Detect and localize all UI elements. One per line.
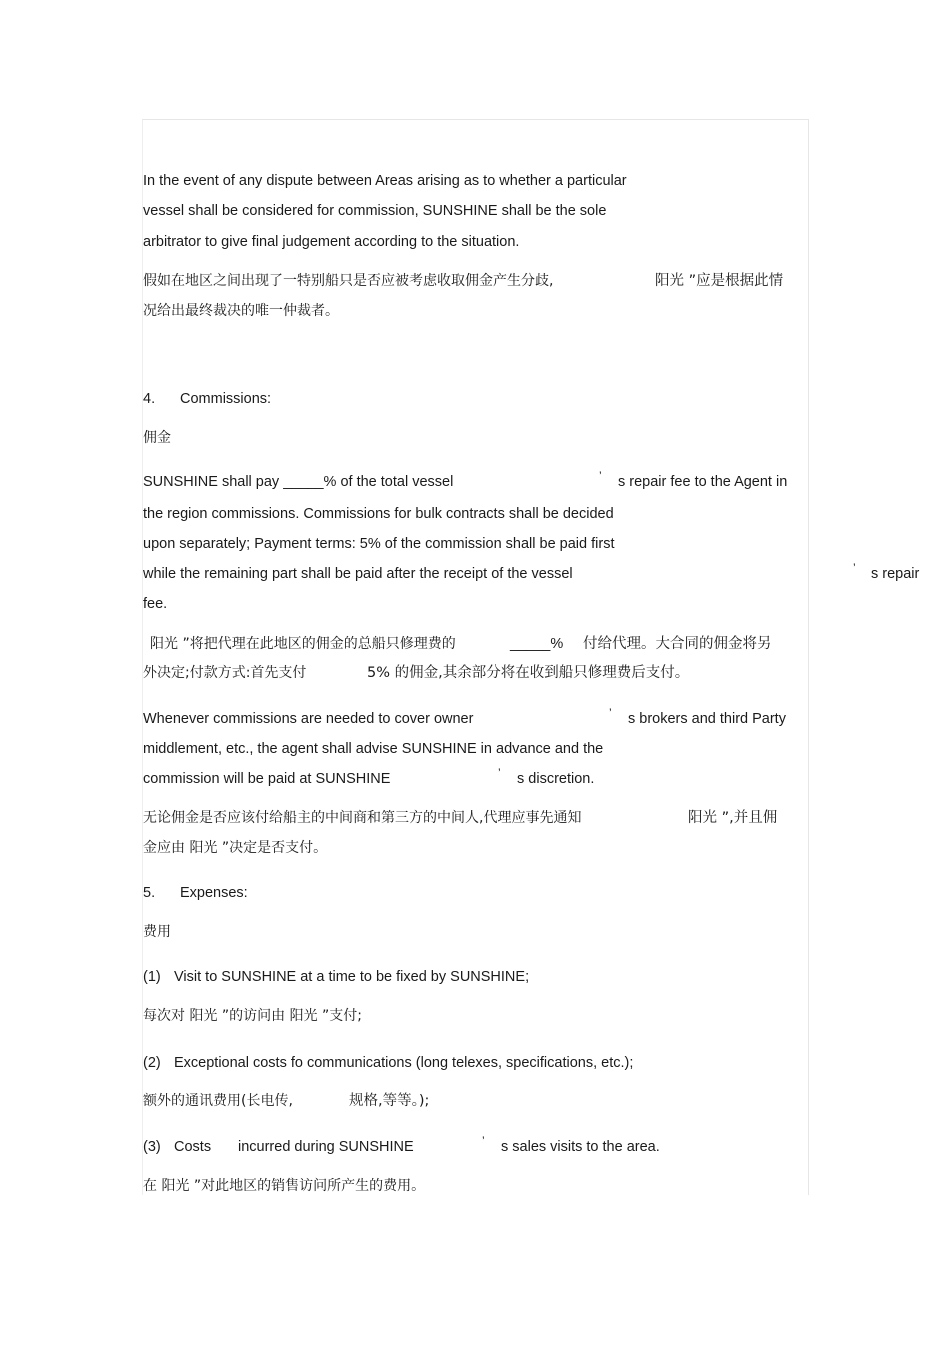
commission-apostrophe-2: ’ <box>853 561 856 575</box>
commission-en-line-5: fee. <box>143 596 168 612</box>
expense-item-2-text: Exceptional costs fo communications (long telexes, specifications, etc.); <box>174 1055 634 1071</box>
brokers-en-line-3a: commission will be paid at SUNSHINE <box>143 771 391 787</box>
expense-item-1-zh: 每次对 阳光 ”的访问由 阳光 ”支付; <box>143 1008 363 1024</box>
commission-zh-line-1c: 付给代理。大合同的佣金将另 <box>583 636 772 652</box>
brokers-en-line-1a: Whenever commissions are needed to cover owner <box>143 711 474 727</box>
dispute-zh-line-1a: 假如在地区之间出现了一特别船只是否应被考虑收取佣金产生分歧, <box>143 273 554 289</box>
commission-en-line-4a: while the remaining part shall be paid after the receipt of the vessel <box>143 566 573 582</box>
commission-zh-line-2a: 外决定;付款方式:首先支付 <box>143 665 307 681</box>
dispute-zh-line-1b: 阳光 ”应是根据此情 <box>655 273 784 289</box>
commission-zh-line-2b: 5% 的佣金,其余部分将在收到船只修理费后支付。 <box>367 665 690 681</box>
brokers-apostrophe-1: ’ <box>609 706 612 720</box>
brokers-en-line-2: middlement, etc., the agent shall advise SUNSHINE in advance and the <box>143 741 604 757</box>
dispute-en-line-2: vessel shall be considered for commission, SUNSHINE shall be the sole <box>143 203 607 219</box>
section4-title-zh: 佣金 <box>143 430 171 446</box>
expense-item-3-text-b: incurred during SUNSHINE <box>238 1139 414 1155</box>
expense-item-2-zh-a: 额外的通讯费用(长电传, <box>143 1093 293 1109</box>
commission-en-line-1b: s repair fee to the Agent in <box>618 474 788 490</box>
expense-item-3-text-a: Costs <box>174 1139 212 1155</box>
section4-number: 4. <box>143 391 156 407</box>
commission-en-line-4b: s repair <box>871 566 920 582</box>
brokers-en-line-3b: s discretion. <box>517 771 595 787</box>
expense-item-1-text: Visit to SUNSHINE at a time to be fixed by SUNSHINE; <box>174 969 530 985</box>
brokers-zh-line-1a: 无论佣金是否应该付给船主的中间商和第三方的中间人,代理应事先通知 <box>143 810 582 826</box>
expense-item-3-zh: 在 阳光 ”对此地区的销售访问所产生的费用。 <box>143 1178 426 1194</box>
commission-en-line-1a: SUNSHINE shall pay _____% of the total vessel <box>143 474 454 490</box>
section5-title: Expenses: <box>180 885 248 901</box>
brokers-zh-line-1b: 阳光 ”,并且佣 <box>688 810 778 826</box>
expense-item-3-number: (3) <box>143 1139 161 1155</box>
dispute-en-line-3: arbitrator to give final judgement according to the situation. <box>143 234 520 250</box>
section4-title: Commissions: <box>180 391 272 407</box>
commission-zh-line-1a: 阳光 ”将把代理在此地区的佣金的总船只修理费的 <box>150 636 456 652</box>
commission-en-line-2: the region commissions. Commissions for bulk contracts shall be decided <box>143 506 614 522</box>
brokers-en-line-1b: s brokers and third Party <box>628 711 786 727</box>
expense-item-2-zh-b: 规格,等等。); <box>349 1093 430 1109</box>
dispute-zh-line-2: 况给出最终裁决的唯一仲裁者。 <box>143 303 339 319</box>
commission-apostrophe-1: ’ <box>599 469 602 483</box>
brokers-zh-line-2: 金应由 阳光 ”决定是否支付。 <box>143 840 328 856</box>
expense-item-3-text-c: s sales visits to the area. <box>501 1139 660 1155</box>
dispute-en-line-1: In the event of any dispute between Areas arising as to whether a particular <box>143 173 627 189</box>
expense-item-1-number: (1) <box>143 969 161 985</box>
expense-item-2-number: (2) <box>143 1055 161 1071</box>
commission-en-line-3: upon separately; Payment terms: 5% of the commission shall be paid first <box>143 536 615 552</box>
section5-number: 5. <box>143 885 156 901</box>
expense-item-3-apostrophe: ’ <box>482 1134 485 1148</box>
section5-title-zh: 费用 <box>143 924 171 940</box>
brokers-apostrophe-2: ’ <box>498 766 501 780</box>
commission-zh-blank: _____% <box>510 636 564 652</box>
